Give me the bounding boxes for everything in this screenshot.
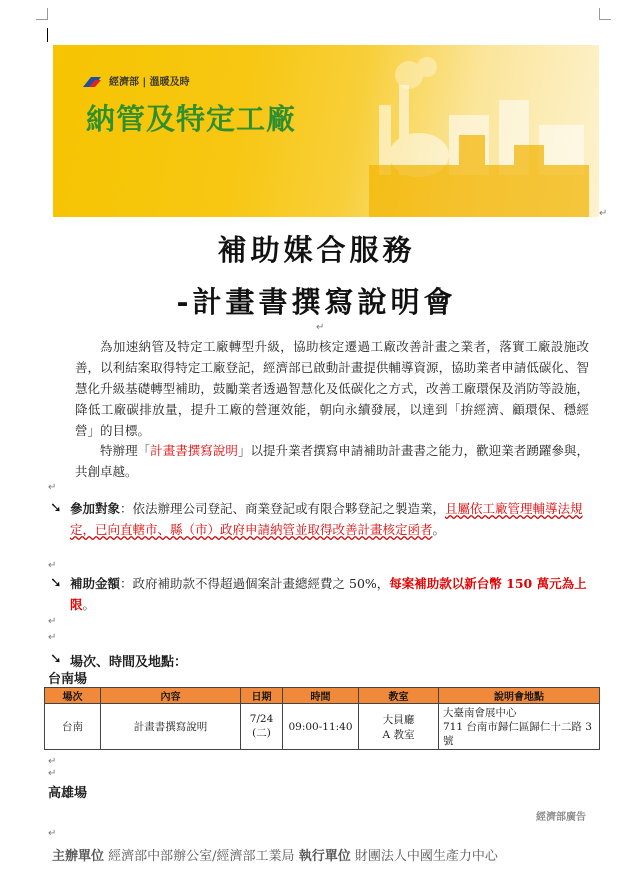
- subsidy-label: 補助金額: [70, 576, 121, 591]
- schedule-heading: 場次、時間及地點：: [70, 655, 188, 670]
- paragraph-mark: ↵: [48, 756, 57, 767]
- header-time: 時間: [283, 688, 359, 704]
- cell-session: 台南: [45, 704, 101, 750]
- table-header-row: [45, 688, 600, 704]
- subsidy-item: [70, 573, 588, 615]
- event-text-pre: 特辦理「: [100, 443, 151, 458]
- date-text: 7/24: [249, 713, 274, 725]
- event-text-post: 」以提升業者撰寫申請補助計畫書之能力，歡迎業者踴躍參與，共創卓越。: [75, 443, 589, 479]
- paragraph-mark: ↵: [48, 616, 57, 627]
- header-room: 教室: [359, 688, 439, 704]
- cell-date: [241, 704, 283, 750]
- paragraph-mark: ↵: [48, 632, 57, 643]
- header-venue: 說明會地點: [439, 688, 600, 704]
- header-date: 日期: [241, 688, 283, 704]
- weekday-text: (二): [252, 727, 271, 739]
- cell-venue: [439, 704, 600, 750]
- exec-label: 執行單位: [298, 849, 351, 864]
- venue-name: 大臺南會展中心: [443, 706, 517, 719]
- event-paragraph: [75, 440, 589, 482]
- subsidy-text: ：政府補助款不得超過個案計畫總經費之 50%，: [120, 576, 390, 591]
- participants-item: [70, 498, 588, 540]
- participants-label: 參加對象: [70, 501, 121, 516]
- ministry-logo-icon: [81, 74, 103, 88]
- arrow-bullet-icon: ➘: [50, 500, 62, 516]
- subsidy-end: 。: [82, 597, 96, 612]
- header-session: 場次: [45, 688, 101, 704]
- crop-mark-top-right: [599, 8, 611, 20]
- banner-title: 納管及特定工廠: [86, 102, 297, 136]
- banner-image: [53, 45, 599, 217]
- paragraph-mark: ↵: [48, 560, 57, 571]
- paragraph-mark: ↵: [599, 208, 608, 219]
- host-label: 主辦單位: [52, 849, 105, 864]
- footer-organizers: [52, 845, 498, 864]
- crop-mark-top-left: [36, 8, 48, 20]
- paragraph-mark: ↵: [316, 322, 325, 333]
- paragraph-mark: ↵: [48, 768, 57, 779]
- ministry-logo: [81, 73, 190, 88]
- advertisement-watermark: 經濟部廣告: [536, 812, 586, 823]
- room-line-1: 大員廳: [382, 713, 415, 726]
- subtitle: -計畫書撰寫說明會: [176, 285, 457, 319]
- venue-address: 711 台南市歸仁區歸仁十二路 3 號: [443, 720, 592, 747]
- participants-end: 。: [432, 522, 446, 537]
- exec-text: 財團法人中國生產力中心: [354, 849, 498, 864]
- table-row: [45, 704, 600, 750]
- intro-paragraph: [75, 336, 589, 441]
- cell-room: [359, 704, 439, 750]
- tainan-session-label: 台南場: [48, 672, 88, 687]
- cell-content: 計畫書撰寫說明: [101, 704, 241, 750]
- intro-text: 為加速納管及特定工廠轉型升級，協助核定遷過工廠改善計畫之業者，落實工廠設施改善，以利結案取得特定工廠登記，經濟部已啟動計畫提供輔導資源，協助業者申請低碳化、智慧化升級基礎轉型補助，鼓勵業者透過智慧化及低碳化之方式，改善工廠環保及消防等設施，降低工廠碳排放量，提升工廠的營運效能，朝向永續發展，以達到「拚經濟、顧環保、穩經營」的目標。: [75, 339, 589, 438]
- host-text: 經濟部中部辦公室/經濟部工業局: [108, 849, 295, 864]
- text-cursor: [47, 28, 48, 42]
- main-title: 補助媒合服務: [217, 233, 416, 267]
- schedule-table: [44, 687, 600, 750]
- paragraph-mark: ↵: [48, 482, 57, 493]
- arrow-bullet-icon: ➘: [50, 575, 62, 591]
- participants-highlight: 且屬依工廠管理輔導法規定，已向直轄市、縣（市）政府申請納管並取得改善計畫核定函者: [70, 501, 583, 537]
- paragraph-mark: ↵: [48, 828, 57, 839]
- header-content: 內容: [101, 688, 241, 704]
- room-line-2: A 教室: [382, 728, 415, 741]
- event-name-highlight: 計畫書撰寫說明: [150, 443, 238, 458]
- participants-text: ：依法辦理公司登記、商業登記或有限合夥登記之製造業，: [120, 501, 446, 516]
- cell-time: 09:00-11:40: [283, 704, 359, 750]
- kaohsiung-session-label: 高雄場: [48, 786, 88, 801]
- subsidy-highlight: 每案補助款以新台幣 150 萬元為上限: [70, 576, 587, 612]
- factory-illustration: [299, 45, 599, 217]
- arrow-bullet-icon: ➘: [50, 651, 62, 667]
- logo-text: 經濟部 | 溫暖及時: [109, 77, 190, 88]
